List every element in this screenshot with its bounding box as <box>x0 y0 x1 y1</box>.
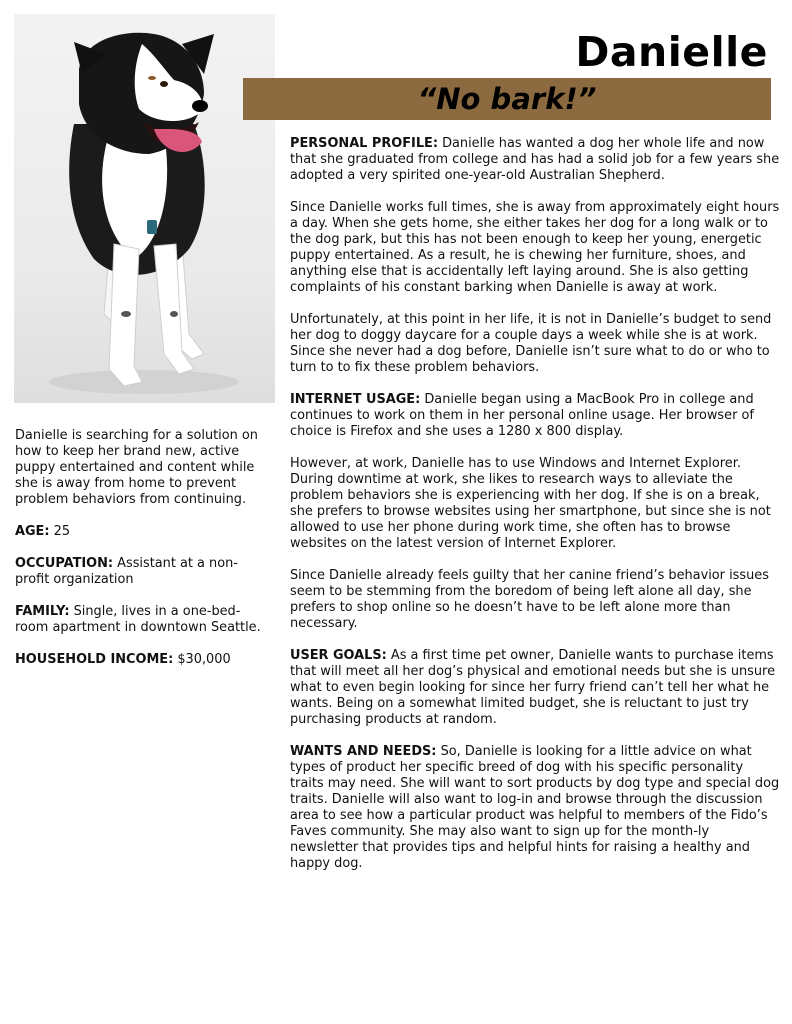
dog-photo <box>14 14 275 403</box>
user-goals-label: USER GOALS: <box>290 648 387 663</box>
internet-usage-paragraph-2: However, at work, Danielle has to use Windows and Internet Explorer. During downtime at work, she likes to research ways to alleviate the problem behaviors she is experiencing with her dog. If she is on a break, she prefers to browse websites using her smartphone, but since she is not allowed to use her phone during work time, she often has to browse websites on the latest version of Internet Explorer. <box>290 456 771 551</box>
persona-quote: “No bark!” <box>417 82 597 116</box>
personal-profile-text: Danielle has wanted a dog her whole life and now that she graduated from college and has had a solid job for a few years she adopted a very spirited one-year-old Australian Shepherd. <box>290 136 780 183</box>
wants-needs-label: WANTS AND NEEDS: <box>290 744 437 759</box>
wants-needs-paragraph <box>290 744 780 872</box>
age-field <box>15 524 267 540</box>
personal-profile-paragraph <box>290 136 780 184</box>
user-goals-paragraph <box>290 648 780 728</box>
age-label: AGE: <box>15 524 50 539</box>
australian-shepherd-image <box>14 14 275 403</box>
persona-sidebar <box>15 428 267 684</box>
age-value: 25 <box>49 524 71 539</box>
internet-usage-paragraph-3: Since Danielle already feels guilty that her canine friend’s behavior issues seem to be stemming from the boredom of being left alone all day, she prefers to shop online so he doesn’t have to be left alone more than necessary. <box>290 568 769 631</box>
persona-name: Danielle <box>575 28 768 76</box>
persona-main-content <box>290 136 780 888</box>
quote-banner <box>243 78 771 120</box>
occupation-label: OCCUPATION: <box>15 556 114 571</box>
income-label: HOUSEHOLD INCOME: <box>15 652 174 667</box>
wants-needs-text: So, Danielle is looking for a little advice on what types of product her specific breed of dog with his specific personality traits may need. She will want to sort products by dog type and special dog traits. Danielle will also want to log-in and browse through the discussion area to see how a particular product was helpful to members of the Fido’s Faves community. She may also want to sign up for the month-ly newsletter that provides tips and helpful hints for raising a healthy and happy dog. <box>290 744 780 871</box>
internet-usage-label: INTERNET USAGE: <box>290 392 421 407</box>
family-value: Single, lives in a one-bed-room apartment in downtown Seattle. <box>15 604 261 635</box>
internet-usage-paragraph <box>290 392 780 440</box>
internet-usage-text: Danielle began using a MacBook Pro in college and continues to work on them in her personal online usage. Her browser of choice is Firefox and she uses a 1280 x 800 display. <box>290 392 754 439</box>
personal-profile-label: PERSONAL PROFILE: <box>290 136 438 151</box>
family-label: FAMILY: <box>15 604 70 619</box>
occupation-field <box>15 556 267 588</box>
family-field <box>15 604 267 636</box>
user-goals-text: As a first time pet owner, Danielle wants to purchase items that will meet all her dog’s physical and emotional needs but she is unsure what to even begin looking for since her furry friend can’t tell her what he wants. Being on a somewhat limited budget, she is reluctant to just try purchasing products at random. <box>290 648 776 727</box>
income-field <box>15 652 267 668</box>
persona-summary: Danielle is searching for a solution on how to keep her brand new, active puppy entertained and content while she is away from home to prevent problem behaviors from continuing. <box>15 428 258 507</box>
occupation-value: Assistant at a non-profit organization <box>15 556 238 587</box>
personal-profile-paragraph-2: Since Danielle works full times, she is away from approximately eight hours a day. When she gets home, she either takes her dog for a long walk or to the dog park, but this has not been enough to keep her young, energetic puppy entertained. As a result, he is chewing her furniture, shoes, and anything else that is accidentally left laying around. She is also getting complaints of his constant barking when Danielle is away at work. <box>290 200 780 295</box>
income-value: $30,000 <box>173 652 231 667</box>
personal-profile-paragraph-3: Unfortunately, at this point in her life, it is not in Danielle’s budget to send her dog to doggy daycare for a couple days a week while she is at work. Since she never had a dog before, Danielle isn’t sure what to do or who to turn to to fix these problem behaviors. <box>290 312 772 375</box>
